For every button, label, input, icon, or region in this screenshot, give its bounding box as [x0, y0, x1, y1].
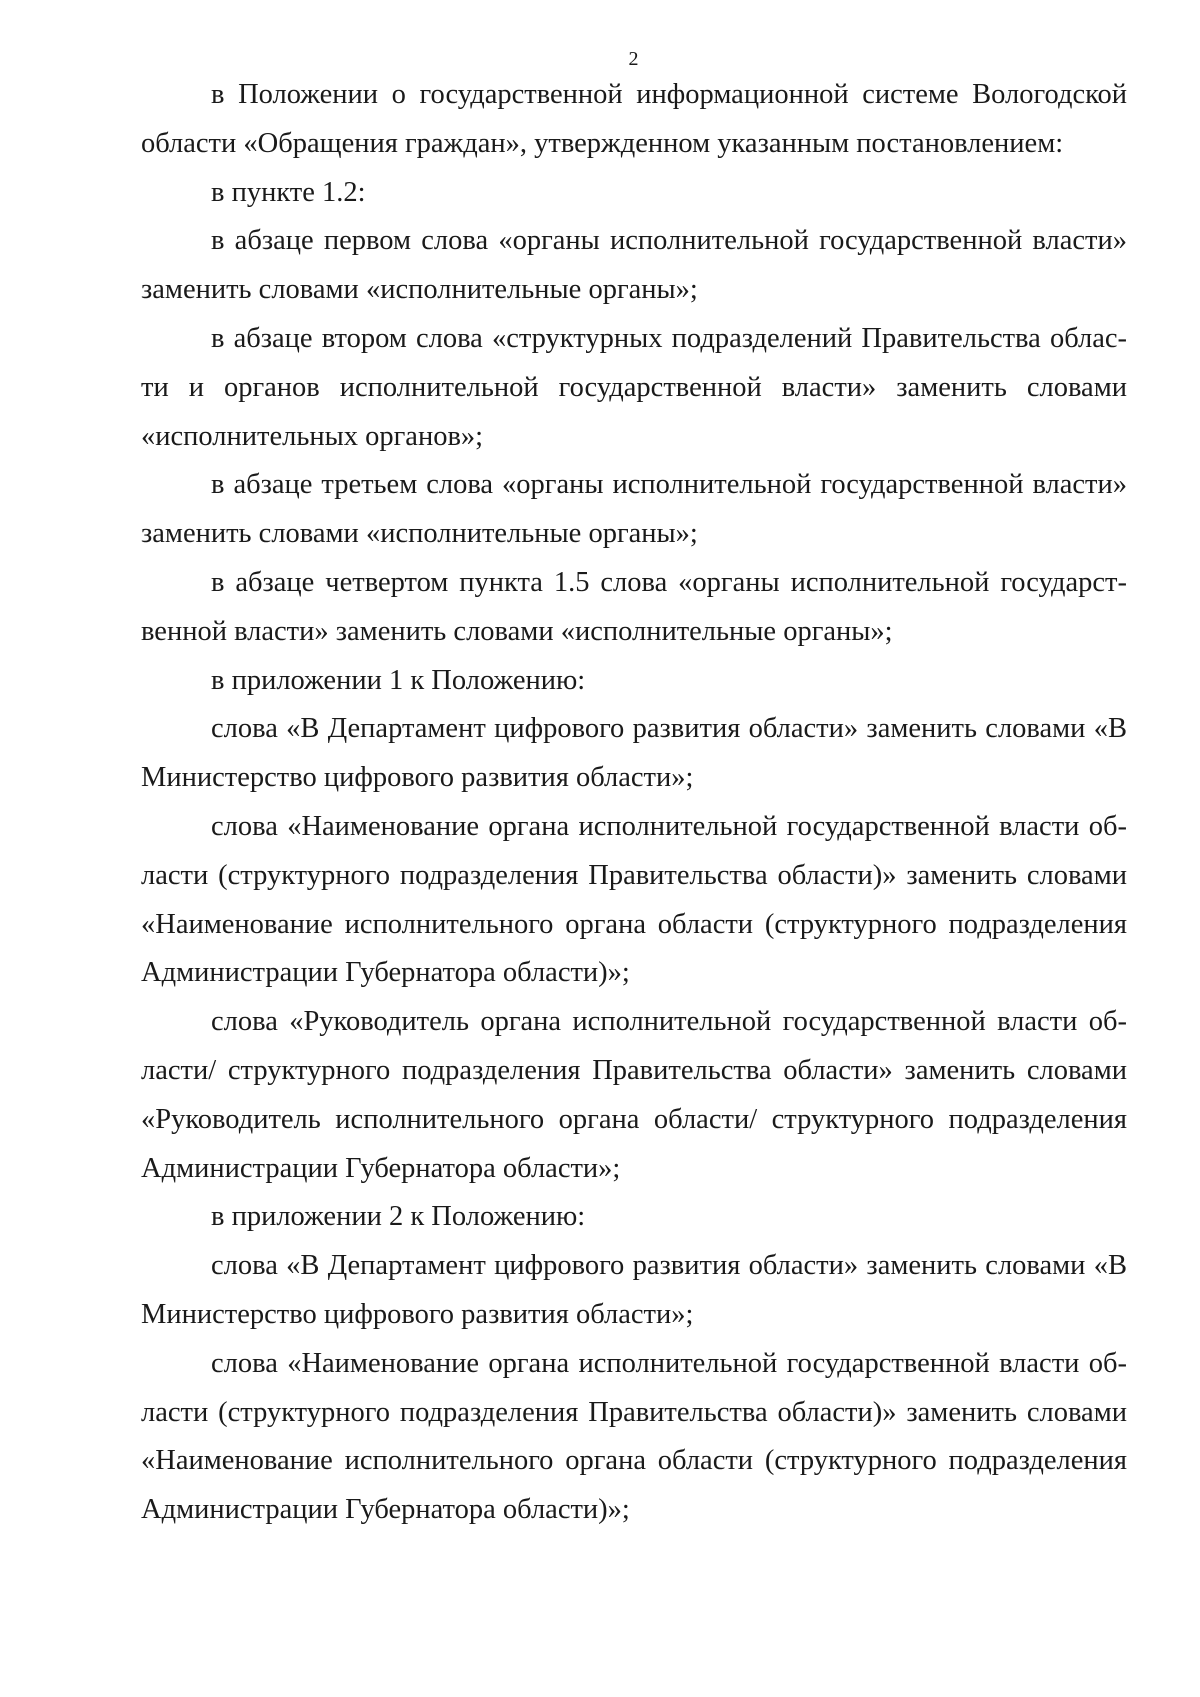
paragraph: слова «В Департамент цифрового развития области» заменить словами «В Министерство цифрового развития области»; [141, 713, 1127, 794]
paragraph: слова «Руководитель органа исполнительной государственной власти об-ласти/ структурного подразделения Правительства области» заменить словами «Руководитель исполнительного органа области/ структурного подразделения Администрации Губернатора области»; [141, 1006, 1127, 1184]
paragraph: в Положении о государственной информационной системе Вологодской области «Обращения граждан», утвержденном указанным постановлением: [141, 79, 1127, 159]
page-number: 2 [628, 48, 639, 70]
paragraph: слова «Наименование органа исполнительной государственной власти об-ласти (структурного подразделения Правительства области)» заменить словами «Наименование исполнительного органа области (структурного подразделения Администрации Губернатора области)»; [141, 1347, 1127, 1526]
paragraph: в пункте 1.2: [211, 176, 366, 208]
paragraph: в абзаце третьем слова «органы исполнительной государственной власти» заменить словами «исполнительные органы»; [141, 469, 1127, 550]
paragraph: в абзаце четвертом пункта 1.5 слова «органы исполнительной государст-венной власти» заменить словами «исполнительные органы»; [141, 566, 1127, 647]
paragraph: слова «В Департамент цифрового развития области» заменить словами «В Министерство цифрового развития области»; [141, 1250, 1127, 1330]
paragraph: слова «Наименование органа исполнительной государственной власти об-ласти (структурного подразделения Правительства области)» заменить словами «Наименование исполнительного органа области (структурного подразделения Администрации Губернатора области)»; [141, 810, 1127, 989]
paragraph: в абзаце втором слова «структурных подразделений Правительства облас-ти и органов исполнительной государственной власти» заменить словами «исполнительных органов»; [141, 322, 1127, 452]
paragraph: в приложении 1 к Положению: [211, 664, 586, 696]
paragraph: в абзаце первом слова «органы исполнительной государственной власти» заменить словами «исполнительные органы»; [141, 225, 1127, 306]
document-body [141, 71, 1127, 1535]
paragraph: в приложении 2 к Положению: [211, 1201, 586, 1233]
